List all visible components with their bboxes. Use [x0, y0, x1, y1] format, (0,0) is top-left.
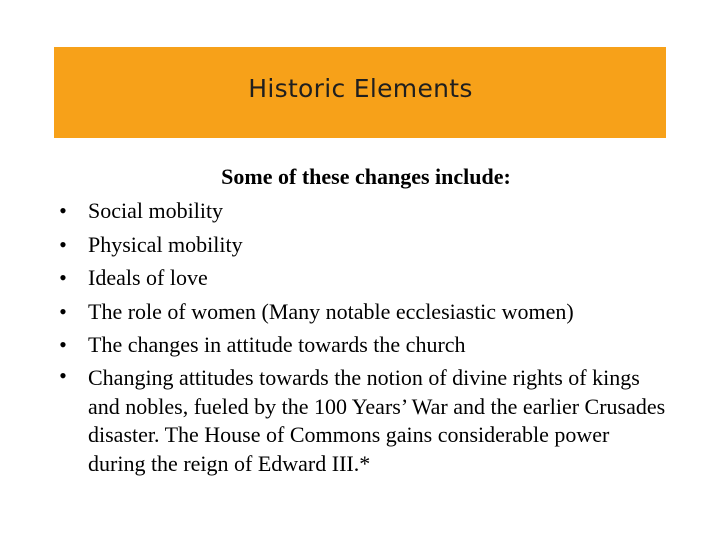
- bullet-item: [54, 295, 666, 329]
- slide-title-container: [0, 74, 720, 103]
- bullet-item: [54, 194, 666, 228]
- bullet-text: Changing attitudes towards the notion of divine rights of kings and nobles, fueled by the 100 Years’ War and the earlier Crusades disaster. The House of Commons gains considerable power during the reign of Edward III.*: [88, 364, 666, 477]
- bullet-icon: •: [59, 265, 67, 291]
- slide-title: Historic Elements: [248, 74, 473, 103]
- bullet-icon: •: [59, 332, 67, 358]
- bullet-icon: •: [59, 231, 67, 257]
- bullet-text: Ideals of love: [88, 265, 208, 291]
- bullet-item: [54, 362, 666, 479]
- bullet-text: The role of women (Many notable ecclesiastic women): [88, 298, 574, 324]
- bullet-text: The changes in attitude towards the church: [88, 332, 466, 358]
- bullet-item: [54, 328, 666, 362]
- bullet-item: [54, 228, 666, 262]
- bullet-item: [54, 261, 666, 295]
- bullet-list: [54, 194, 666, 479]
- subheading: Some of these changes include:: [221, 164, 511, 189]
- bullet-text: Physical mobility: [88, 231, 243, 257]
- bullet-icon: •: [59, 362, 67, 388]
- bullet-icon: •: [59, 198, 67, 223]
- bullet-text: Social mobility: [88, 198, 224, 223]
- bullet-icon: •: [59, 298, 67, 324]
- slide-body: [54, 160, 666, 479]
